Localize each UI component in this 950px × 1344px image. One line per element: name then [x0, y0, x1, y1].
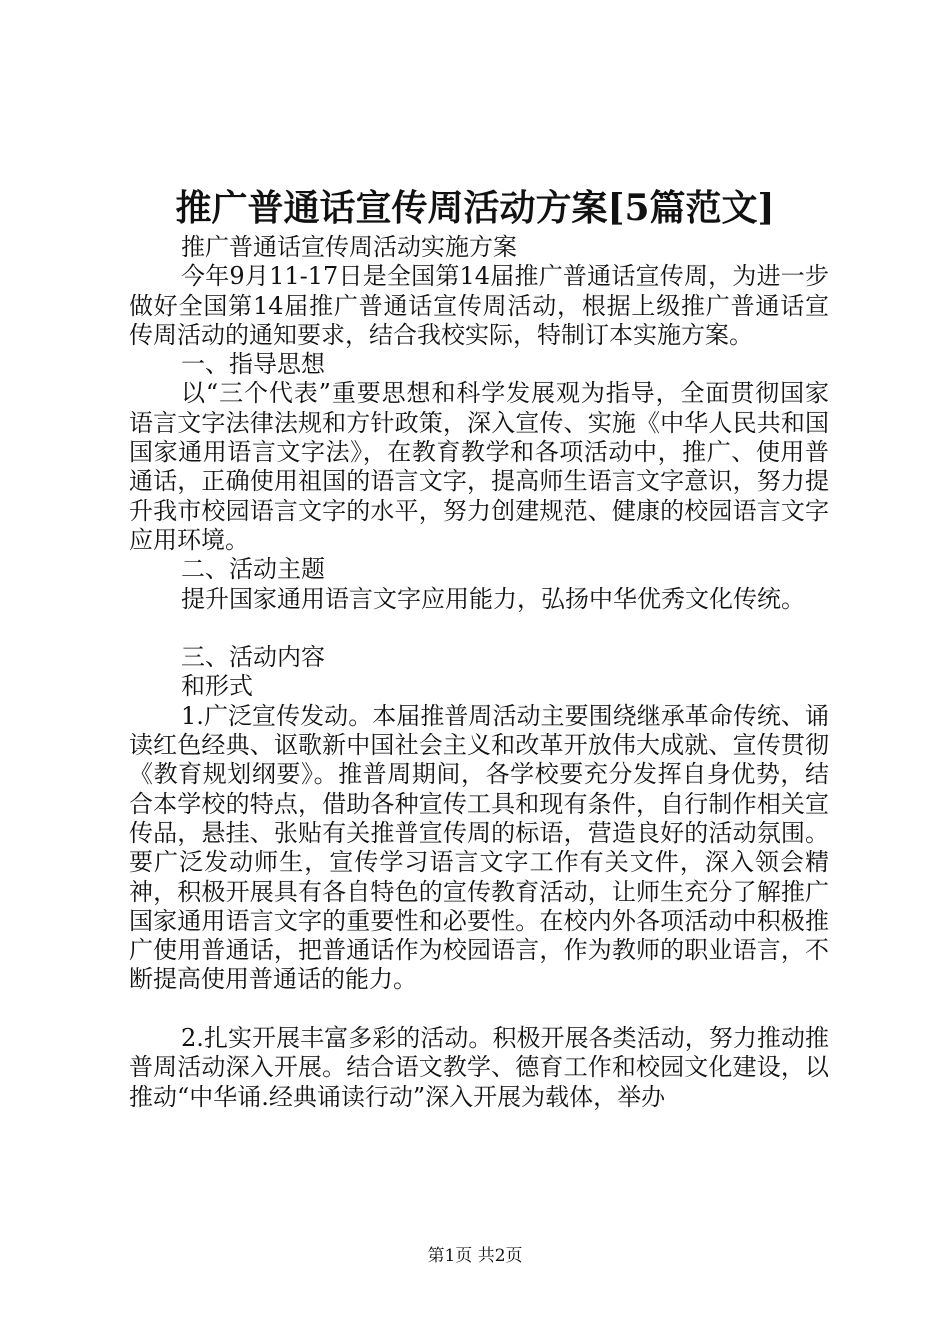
activities-paragraph: 2.扎实开展丰富多彩的活动。积极开展各类活动，努力推动推普周活动深入开展。结合语文教学、德育工作和校园文化建设，以推动“中华诵.经典诵读行动”深入开展为载体，举办	[129, 1024, 829, 1111]
section-heading-activity-theme: 二、活动主题	[181, 555, 325, 584]
subtitle-paragraph: 推广普通话宣传周活动实施方案	[181, 233, 517, 261]
publicity-paragraph: 1.广泛宣传发动。本届推普周活动主要围绕继承革命传统、诵读红色经典、讴歌新中国社会主义和改革开放伟大成就、宣传贯彻《教育规划纲要》。推普周期间，各学校要充分发挥自身优势，结合本学校的特点，借助各种宣传工具和现有条件，自行制作相关宣传品，悬挂、张贴有关推普宣传周的标语，营造良好的活动氛围。要广泛发动师生，宣传学习语言文字工作有关文件，深入领会精神，积极开展具有各自特色的宣传教育活动，让师生充分了解推广国家通用语言文字的重要性和必要性。在校内外各项活动中积极推广使用普通话，把普通话作为校园语言，作为教师的职业语言，不断提高使用普通话的能力。	[129, 701, 829, 994]
section-heading-continuation: 和形式	[181, 672, 253, 701]
guiding-ideology-paragraph: 以“三个代表”重要思想和科学发展观为指导，全面贯彻国家语言文字法律法规和方针政策，深入宣传、实施《中华人民共和国国家通用语言文字法》，在教育教学和各项活动中，推广、使用普通话，正确使用祖国的语言文字，提高师生语言文字意识，努力提升我市校园语言文字的水平，努力创建规范、健康的校园语言文字应用环境。	[129, 379, 829, 554]
section-heading-guiding-ideology: 一、指导思想	[181, 350, 325, 379]
document-title: 推广普通话宣传周活动方案[5篇范文]	[175, 187, 775, 229]
blank-line	[129, 995, 829, 1024]
blank-line	[129, 614, 829, 643]
activity-theme-paragraph: 提升国家通用语言文字应用能力，弘扬中华优秀文化传统。	[181, 584, 805, 613]
intro-paragraph: 今年9月11-17日是全国第14届推广普通话宣传周，为进一步做好全国第14届推广普通话宣传周活动，根据上级推广普通话宣传周活动的通知要求，结合我校实际，特制订本实施方案。	[129, 262, 829, 349]
page-footer: 第1页 共2页	[427, 1246, 523, 1266]
document-body	[129, 233, 829, 1112]
section-heading-activity-content: 三、活动内容	[181, 643, 325, 672]
